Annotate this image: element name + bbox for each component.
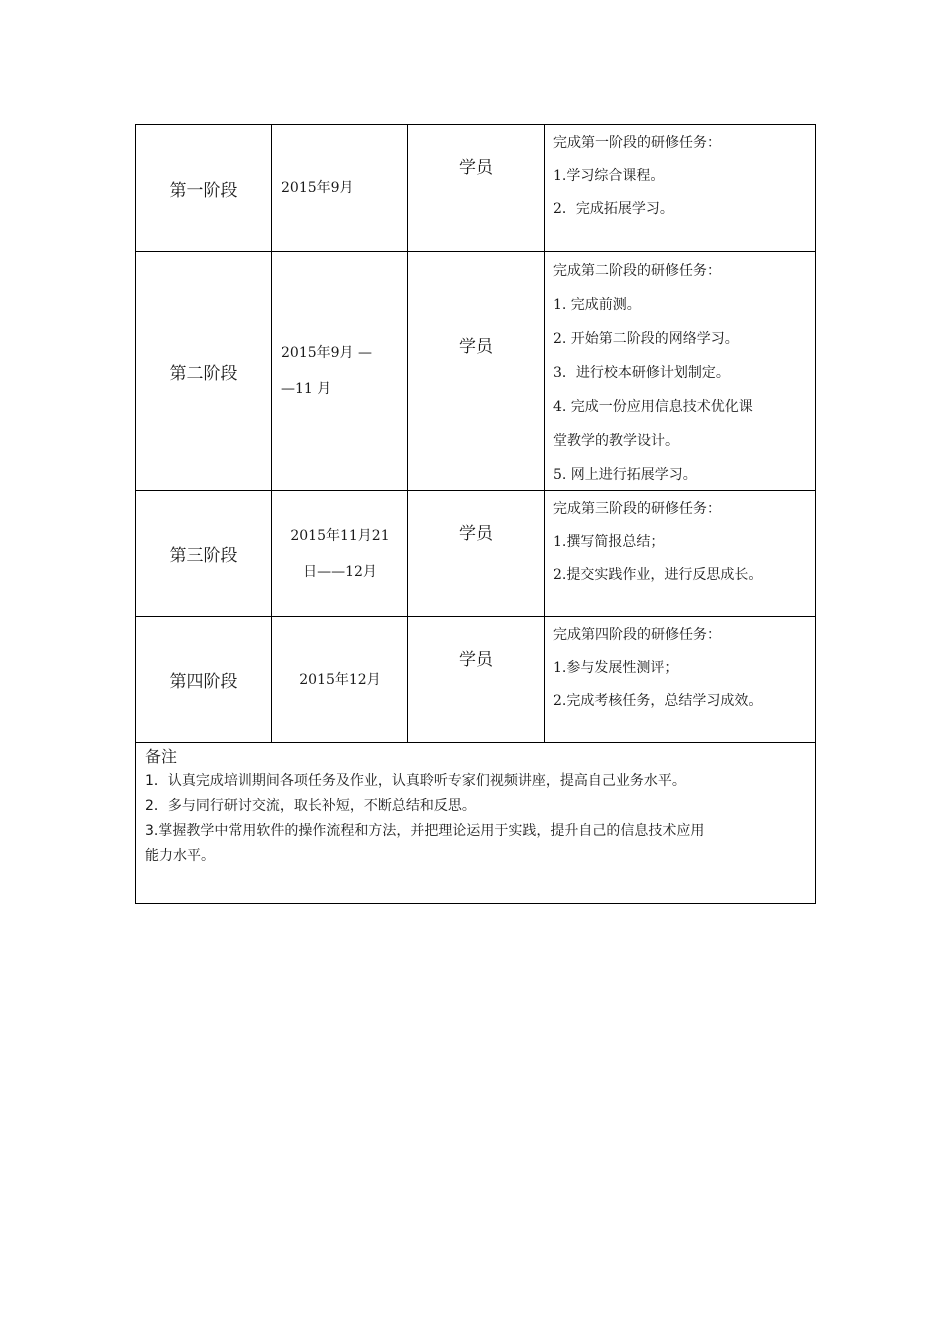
task-line: 完成第三阶段的研修任务： [553,501,721,517]
task-cell [545,617,815,742]
notes-title: 备注 [145,747,178,766]
schedule-table [135,124,816,904]
task-line: 2.完成考核任务，总结学习成效。 [553,693,763,709]
task-line: 4. 完成一份应用信息技术优化课 [553,399,753,415]
task-line: 完成第四阶段的研修任务： [553,627,721,643]
task-line: 完成第一阶段的研修任务： [553,135,721,151]
participant-cell: 学员 [408,491,545,616]
task-cell [545,125,815,251]
task-line: 堂教学的教学设计。 [553,433,679,449]
time-text: 日——12月 [303,563,377,580]
notes-line: 能力水平。 [145,848,215,864]
task-line: 1.撰写简报总结； [553,534,665,550]
task-line: 1.参与发展性测评； [553,660,679,676]
task-line: 2．完成拓展学习。 [553,201,674,217]
notes-line: 1．认真完成培训期间各项任务及作业，认真聆听专家们视频讲座，提高自己业务水平。 [145,773,686,789]
table-row [136,617,815,743]
time-cell [272,125,408,251]
stage-cell: 第二阶段 [136,252,272,490]
task-line: 3．进行校本研修计划制定。 [553,365,730,381]
notes-section [136,743,815,903]
notes-line: 3.掌握教学中常用软件的操作流程和方法，并把理论运用于实践，提升自己的信息技术应用 [145,823,705,839]
time-text: 2015年9月 [281,180,354,196]
participant-cell: 学员 [408,125,545,251]
table-row [136,252,815,491]
task-line: 1. 完成前测。 [553,297,641,313]
task-line: 1.学习综合课程。 [553,168,665,184]
stage-cell: 第四阶段 [136,617,272,742]
notes-line: 2．多与同行研讨交流，取长补短，不断总结和反思。 [145,798,476,814]
task-line: 2. 开始第二阶段的网络学习。 [553,331,739,347]
table-row [136,491,815,617]
time-text: 2015年12月 [299,671,381,688]
task-line: 完成第二阶段的研修任务： [553,263,721,279]
time-text: 2015年11月21 [290,527,390,544]
time-cell [272,252,408,490]
stage-cell: 第三阶段 [136,491,272,616]
stage-cell: 第一阶段 [136,125,272,251]
task-cell [545,252,815,490]
time-cell [272,491,408,616]
task-line: 5. 网上进行拓展学习。 [553,467,697,483]
time-text: —11 月 [281,381,332,397]
task-cell [545,491,815,616]
table-row [136,125,815,252]
participant-cell: 学员 [408,617,545,742]
participant-cell: 学员 [408,252,545,490]
time-cell [272,617,408,742]
time-text: 2015年9月 — [281,345,372,361]
task-line: 2.提交实践作业，进行反思成长。 [553,567,763,583]
